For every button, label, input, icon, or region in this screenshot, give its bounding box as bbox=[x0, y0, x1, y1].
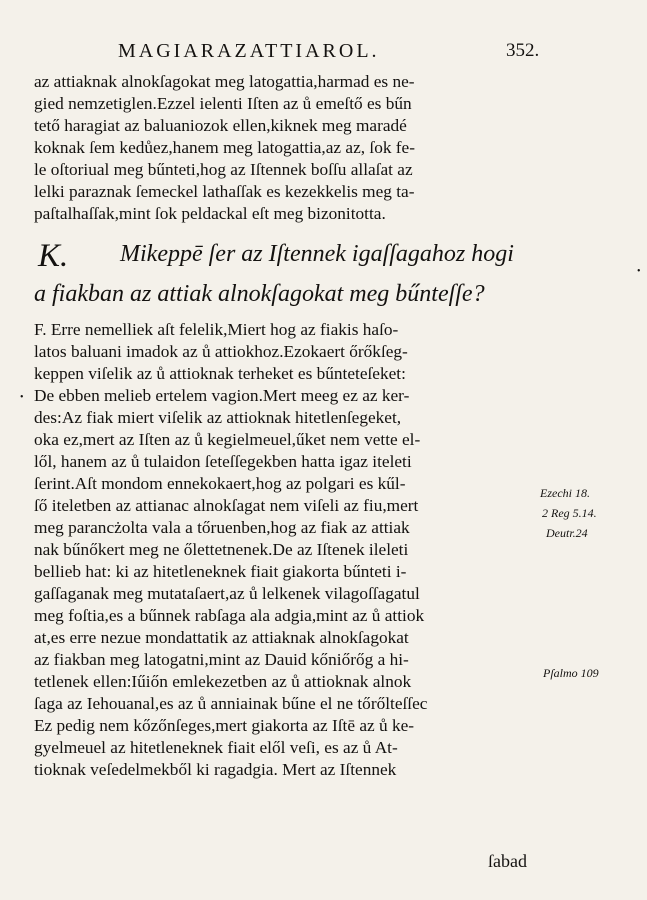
margin-note: Pſalmo 109 bbox=[543, 666, 599, 680]
margin-note: 2 Reg 5.14. bbox=[542, 506, 597, 520]
text-line: ſaga az Iehouanal,es az ů anniainak bűne el ne tőrőlteſſec bbox=[34, 694, 428, 713]
text-line: bellieb hat: ki az hitetleneknek fiait giakorta bűnteti i- bbox=[34, 562, 407, 581]
text-line: meg parancżolta vala a tőruenben,hog az fiak az attiak bbox=[34, 518, 410, 537]
text-line: De ebben melieb ertelem vagion.Mert meeg ez az ker- bbox=[34, 386, 410, 405]
running-head bbox=[0, 34, 647, 64]
question-line: Mikeppē ſer az Iſtennek igaſſagahoz hogi bbox=[120, 241, 514, 267]
text-line: F. Erre nemelliek aſt felelik,Miert hog az fiakis haſo- bbox=[34, 320, 399, 339]
text-line: tioknak veſedelmekből ki ragadgia. Mert az Iſtennek bbox=[34, 760, 397, 779]
text-line: ſő iteletben az attianac alnokſagat nem viſeli az fiu,mert bbox=[34, 496, 419, 515]
text-line: koknak ſem kedůez,hanem meg latogattia,az az, ſok fe- bbox=[34, 138, 415, 157]
text-line: az attiaknak alnokſagokat meg latogattia,harmad es ne- bbox=[34, 72, 415, 91]
running-head-title: MAGIARAZATTIAROL. bbox=[118, 40, 380, 62]
text-line: le oſtoriual meg bűnteti,hog az Iſtennek boſſu allaſat az bbox=[34, 160, 413, 179]
text-line: keppen viſelik az ů attioknak terheket es bűnteteſeket: bbox=[34, 364, 406, 383]
text-line: az fiakban meg latogatni,mint az Dauid kőniőrőg a hi- bbox=[34, 650, 409, 669]
text-line: gaſſaganak meg mutataſaert,az ů lelkenek vilagoſſagatul bbox=[34, 584, 420, 603]
text-line: Ez pedig nem kőzőnſeges,mert giakorta az Iſtē az ů ke- bbox=[34, 716, 415, 735]
text-line: gyelmeuel az hitetleneknek fiait elől veſi, es az ů At- bbox=[34, 738, 398, 757]
text-line: lől, hanem az ů tulaidon ſeteſſegekben hatta igaz iteleti bbox=[34, 452, 412, 471]
bullet-mark-icon: • bbox=[20, 392, 24, 403]
text-line: nak bűnőkert meg ne őlettetnenek.De az Iſtenek ileleti bbox=[34, 540, 409, 559]
margin-note: Ezechi 18. bbox=[540, 486, 590, 500]
bullet-mark-icon: • bbox=[637, 266, 641, 277]
catchword: ſabad bbox=[488, 851, 527, 871]
text-line: paſtalhaſſak,mint ſok peldackal eſt meg bizonitotta. bbox=[34, 204, 386, 223]
question-line: a fiakban az attiak alnokſagokat meg bűnteſſe? bbox=[34, 281, 485, 307]
text-line: lelki paraznak ſemeckel lathaſſak es kezekkelis meg ta- bbox=[34, 182, 415, 201]
text-line: tetlenek ellen:Iűiőn emlekezetben az ů attioknak alnok bbox=[34, 672, 412, 691]
margin-note: Deutr.24 bbox=[546, 526, 588, 540]
text-line: ſerint.Aſt mondom ennekokaert,hog az polgari es kűl- bbox=[34, 474, 406, 493]
page-number: 352. bbox=[506, 40, 540, 61]
text-line: gied nemzetiglen.Ezzel ielenti Iſten az ů emeſtő es bűn bbox=[34, 94, 412, 113]
text-line: at,es erre nezue mondattatik az attiaknak alnokſagokat bbox=[34, 628, 409, 647]
question-marker: K. bbox=[38, 238, 69, 274]
text-line: oka ez,mert az Iſten az ů kegielmeuel,űket nem vette el- bbox=[34, 430, 421, 449]
text-line: tető haragiat az baluaniozok ellen,kiknek meg maradé bbox=[34, 116, 407, 135]
text-line: latos baluani imadok az ů attiokhoz.Ezokaert őrőkſeg- bbox=[34, 342, 408, 361]
text-line: des:Az fiak miert viſelik az attioknak hitetlenſegeket, bbox=[34, 408, 402, 427]
text-line: meg foſtia,es a bűnnek rabſaga ala adgia,mint az ů attiok bbox=[34, 606, 425, 625]
